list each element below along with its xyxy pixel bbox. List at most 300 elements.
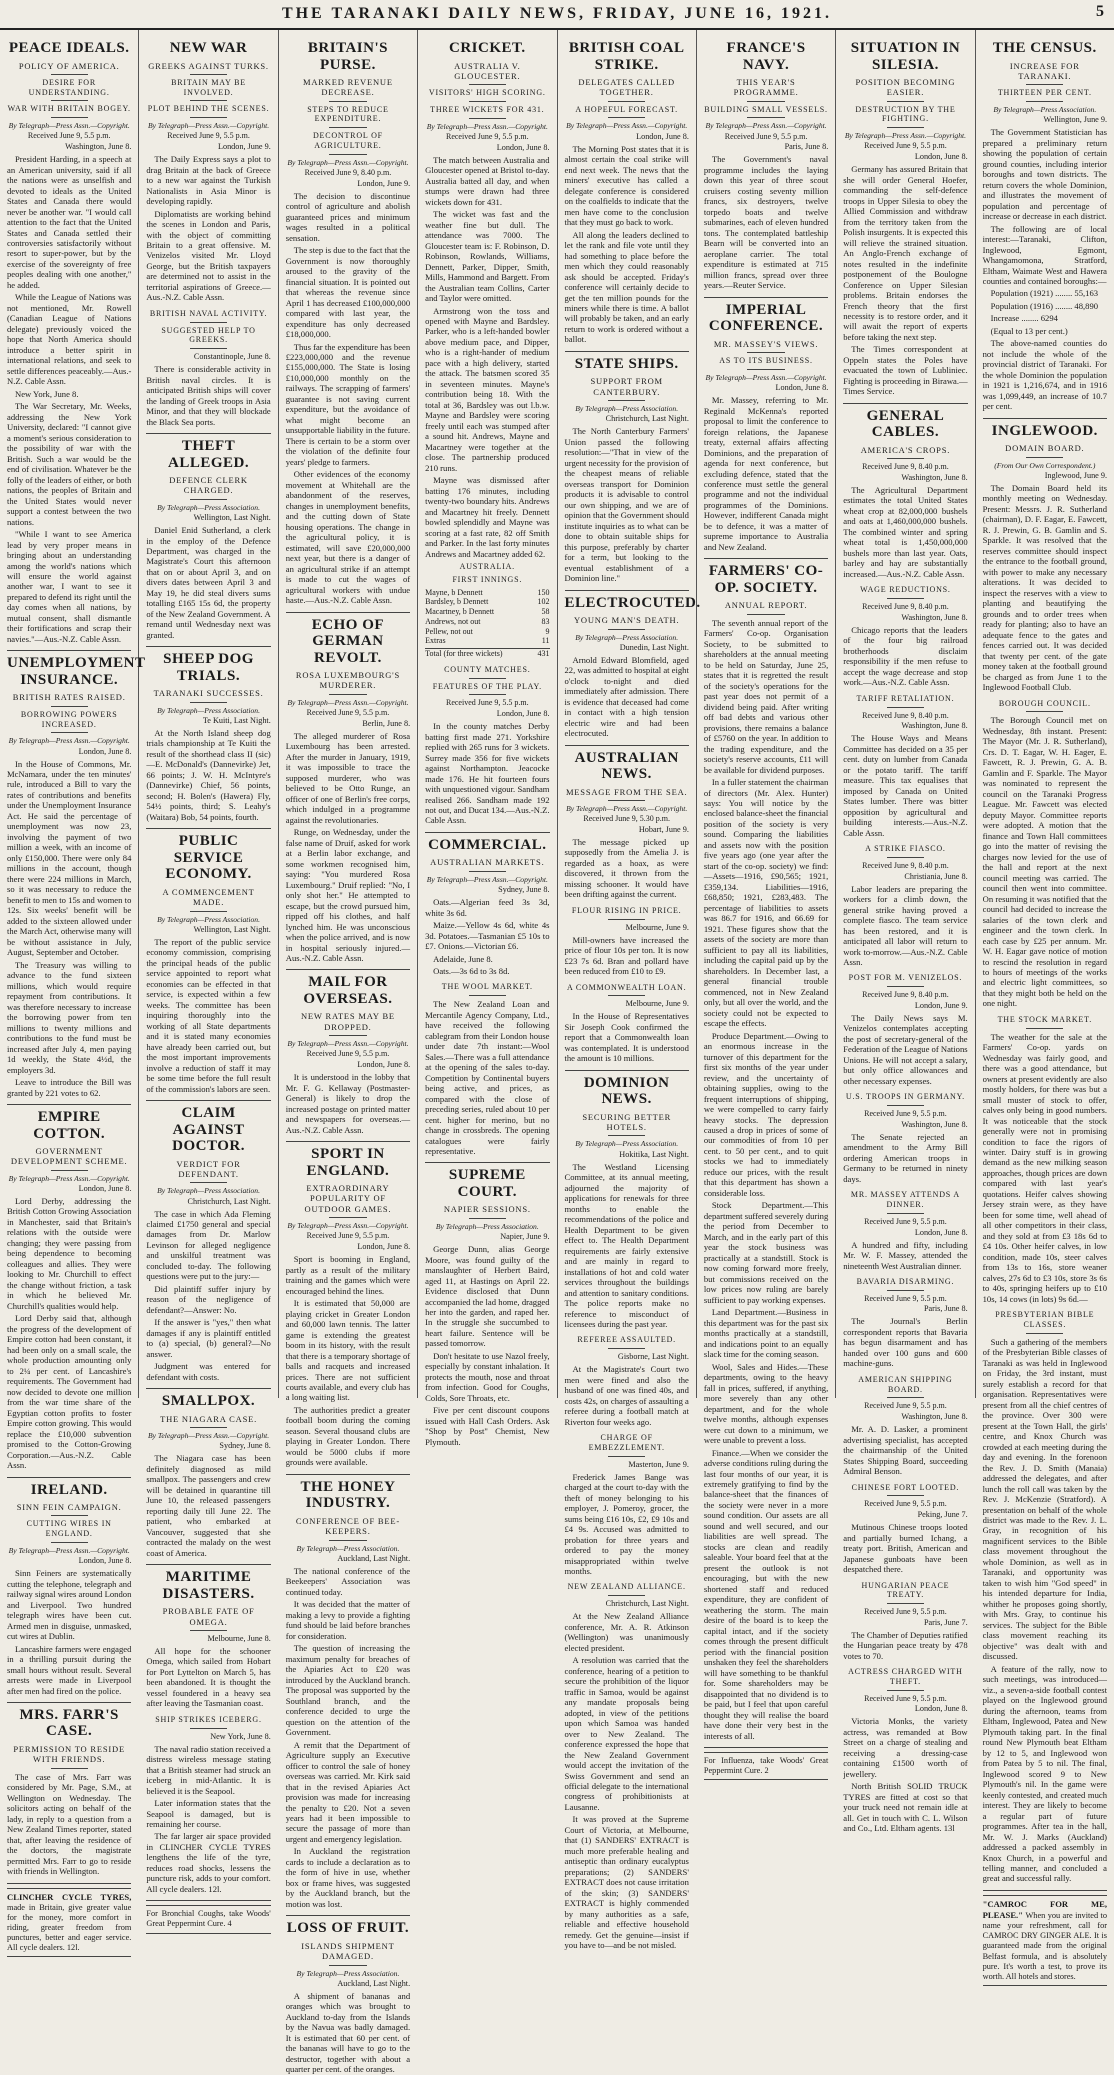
runs: 150: [537, 587, 550, 597]
paragraph: Armstrong won the toss and opened with Mayne and Bardsley. Parker, who is a left-handed bowler above medium pace, and Dipper, who is a right-hander of medium pace with a high delivery, started the attack. The batsmen scored 35 in seventeen minutes. Mayne's contribution being 18. With the total at 36, Bardsley was out l.b.w. Mayne and Bardsley were scoring freely until each was stumped after a sound hit. Andrews, Mayne and Macartney were together at the close. The partnership produced 210 runs.: [425, 305, 550, 473]
paragraph: Such a gathering of the members of the Presbyterian Bible classes of Taranaki as was held in Inglewood on Friday, the 3rd instant, must surely establish a record for that organisation. Representatives were present from all the chief centres of the province. Over 300 were present at the Town Hall, the girls' centre, and Knox Church was crowded at each meeting during the day and evening. In the forenoon the Rev. J. D. Smith (Manaia) addressed the delegates, and after lunch the roll call was taken by the Rev. J. McKenzie (Stratford). A presentation on behalf of the whole district was made to the Rev. J. L. Gray, in recognition of his magnificent services to the Bible class movement throughout the whole Dominion, as well as in Taranaki, and opportunity was taken to wish him "God speed" in his intended departure for India, whither he proposes going shortly, with Mrs. Gray, to continue his services. The subject for the Bible class movement reaching its objective" was dealt with and discussed.: [982, 1336, 1107, 1662]
article-body: [7, 1772, 131, 1877]
page-number: 5: [1096, 3, 1104, 20]
article: [843, 694, 967, 838]
dateline: Paris, June 7.: [923, 1617, 968, 1627]
paragraph: The New Zealand Loan and Mercantile Agency Company, Ltd., have received the following cablegram from their London house under date 7th instant:—Wool Sales.—There was a full attendance at the opening of the sales to-day. Competition by Continental buyers being active, and prices, as compared with the close of preceding series, ruled about 10 per cent. higher for merino, but no change in crossbreds. The opening catalogues were fairly representative.: [425, 999, 550, 1156]
paragraph: The Borough Council met on Wednesday, 8th instant. Present: The Mayor (Mr. J. R. Sutherland), Crs. D. T. Eagar, W. H. Eager, E. Fawcett, R. J. Prewin, G. A. B. Gamlin and F. Sparkle. The Mayor was nominated to represent the council on the Taranaki Progress League. Mr. Fawcett was elected deputy Mayor. Committee reports were adopted. A motion that the finance and Town Hall committees go into the matter of revising the charges now levied for the use of the hall and report at the next council meeting was carried. The council then went into committee. On resuming it was notified that the council had decided to increase the salaries of the town clerk and engineer and the town clerk. In each case by £25 per annum. Mr. W. H. Eagar gave notice of motion to rescind the resolution in regard to hours of meetings of the works and electric light committees, so that they might both be held on the one night.: [982, 715, 1107, 1009]
wire-credit: By Telegraph—Press Assn.—Copyright.: [566, 804, 688, 813]
paragraph: Finance.—When we consider the adverse conditions ruling during the last four months of our year, it is extremely gratifying to find by the balance-sheet that the finances of the society were never in a more sound condition. Our assets are all sound and well secured, and our liabilities are well spread. The stocks are clean and readily saleable. Your board feel that at the present the outlook is not encouraging, but with the new shortened staff and reduced expenditure, they are confident of weathering the storm. The main desire of the board is to keep the capital intact, and if the society comes through the present difficult period with the financial position unshaken they feel the shareholders will have something to be thankful for. Some shareholders may be disappointed that no dividend is to be paid, but I feel that upon careful thought they will realise the board have done their very best in the interests of all.: [703, 1447, 829, 1741]
paragraph: Arnold Edward Blomfield, aged 22, was admitted to hospital at eight o'clock to-night and died immediately after admission. There is evidence that deceased had come in contact with a high tension electric wire and had been electrocuted.: [564, 654, 689, 739]
subheading-rule: [329, 694, 366, 695]
article-rule: [286, 1915, 410, 1916]
article: [564, 594, 701, 739]
article: [843, 585, 967, 687]
dateline: Christchurch, Last Night.: [187, 1196, 271, 1206]
dateline: Gisborne, Last Night.: [617, 1352, 689, 1362]
score-row: [425, 627, 549, 637]
received-line: Received June 9, 5.5 p.m.: [27, 131, 111, 141]
paragraph: Don't hesitate to use Nazol freely, especially by constant inhalation. It protects the mouth, nose and throat from infection. Good for Coughs, Colds, Sore Throats, etc.: [425, 1350, 550, 1403]
subheading: INCREASE FOR TARANAKI.: [1009, 60, 1080, 81]
paragraph: The Government Statistician has prepared a preliminary return showing the population of certain ground counties, including interior boroughs and town districts. The return covers the whole Dominion, and illustrates the movement of population and percentage of increase or decrease in each district.: [982, 127, 1107, 222]
paragraph: Leave to introduce the Bill was granted by 221 votes to 62.: [7, 1077, 132, 1098]
advertisement: [704, 1752, 828, 1780]
received-line: Received June 9, 5.5 p.m.: [445, 131, 529, 141]
batsman: Bardsley, b Dennett: [425, 597, 489, 607]
subheading: CUTTING WIRES IN ENGLAND.: [26, 1519, 112, 1539]
article: [983, 423, 1107, 693]
batsman: Macartney, b Dennett: [425, 607, 495, 617]
subheading-rule: [747, 101, 784, 102]
dateline: London, June 8.: [357, 1242, 411, 1252]
paragraph: The Chamber of Deputies ratified the Hungarian peace treaty by 478 votes to 70.: [843, 1629, 968, 1661]
subheading: ANNUAL REPORT.: [724, 600, 808, 611]
subheading-rule: [190, 1427, 227, 1428]
paragraph: Five per cent discount coupons issued with Hall Cash Orders. Ask "Shop by Post" Chemist, New Plymouth.: [425, 1405, 550, 1447]
paragraph: The Government's naval programme includes the laying down this year of three scout cruisers costing seventy million francs, six destroyers, twelve torpedo boats and twelve submarines, each of eleven hundred tons. The contemplated battleship Bearn will be converted into an aeroplane carrier. The total expenditure is estimated at 715 million francs, spread over three years.—Reuter Service.: [703, 154, 829, 291]
paragraph: North British SOLID TRUCK TYRES are fitted at cost so that your truck need not remain idle at all. Get in touch with C. L. Wilson and Co., Ltd. Eltham agents. 13l: [843, 1781, 968, 1834]
subheading-rule: [887, 1603, 924, 1604]
subheading-rule: [887, 1105, 924, 1106]
article-rule: [7, 1883, 131, 1884]
subheading: SUPPORT FROM CANTERBURY.: [590, 376, 663, 397]
article-body: [425, 1244, 549, 1447]
subheading: THREE WICKETS FOR 431.: [430, 104, 545, 114]
column-4: [418, 30, 557, 1447]
subheading: MESSAGE FROM THE SEA.: [565, 786, 688, 797]
article: [146, 1715, 270, 1895]
article-body: [843, 1240, 967, 1271]
dateline: London, June 8.: [914, 1227, 968, 1237]
dateline: Constantinople, June 8.: [193, 352, 271, 362]
article-body: [146, 1744, 270, 1895]
subheading: BUILDING SMALL VESSELS.: [704, 104, 828, 114]
paragraph: Germany has assured Britain that she will order General Hoefer, commanding the self-defence troops in Upper Silesia to obey the Allied Commission and withdraw from the territory taken from the Polish insurgents. It is expected this will relieve the strained situation. An Anglo-French exchange of notes resulted in the indefinite postponement of the Boulogne Conference on Upper Silesian problems. Britain endorses the French theory that the first necessity is to restore order, and it will await the report of experts before taking the next step.: [843, 164, 968, 342]
article: [146, 833, 270, 1094]
paragraph: The Domain Board held its monthly meeting on Wednesday. Present: Messrs. J. R. Sutherland (chairman), D. F. Eagar, E. Fawcett, R. J. Prewin, G. B. Gamlin and S. Sparkle. It was resolved that the reserves committee should inspect the entrance to the football ground, with power to make any necessary alterations. It was decided to inspect the reserves with a view to planting and beautifying the grounds and to order trees when ready for planting; also to have an adequate fence to the gates and fences carried out. It was decided that twenty per cent. of the gate money taken at the football ground be charged as from June 1 to the Inglewood Football Club.: [982, 482, 1107, 693]
subheading-rule: [469, 995, 506, 996]
paragraph: A hundred and fifty, including Mr. W. F. Massey, attended the nineteenth West Australian dinner.: [843, 1239, 968, 1271]
paragraph: Sinn Feiners are systematically cutting the telephone, telegraph and railway signal wires around London and Liverpool. Two hundred telegraph wires have been cut. Armed men in disguise, unmasked, cut wires at Dublin.: [7, 1568, 132, 1642]
wire-credit: By Telegraph—Press Association.: [296, 1968, 400, 1978]
advertisement: [983, 1895, 1107, 1986]
received-line: Received June 9, 8.40 p.m.: [862, 860, 949, 870]
article-rule: [7, 1702, 131, 1703]
paragraph: At the New Zealand Alliance conference, Mr. A. R. Atkinson (Wellington) was unanimously elected president.: [564, 1611, 689, 1653]
article: [704, 40, 828, 291]
subheading: THE NIAGARA CASE.: [160, 1413, 258, 1424]
subheading: WAGE REDUCTIONS.: [860, 585, 951, 595]
received-line: Received June 9, 5.5 p.m.: [864, 1293, 947, 1303]
paragraph: Maize.—Yellow 4s 6d, white 4s 3d. Potatoes.—Tasmanian £5 10s to £7. Onions.—Victorian £6.: [425, 920, 550, 952]
headline: AUSTRALIAN NEWS.: [574, 749, 679, 783]
score-total: [425, 648, 549, 659]
subheading-rule: [51, 1768, 88, 1769]
paragraph: The match between Australia and Gloucester opened at Bristol to-day. Australia batted all day, and when stumps were drawn had three wickets down for 431.: [425, 154, 550, 207]
paragraph: The national conference of the Beekeepers' Association was continued today.: [285, 1565, 411, 1597]
subheading: SINN FEIN CAMPAIGN.: [16, 1502, 122, 1513]
paragraph: The naval radio station received a distress wireless message stating that a British steamer had struck an iceberg in mid-Atlantic. It is believed it is the Seapool.: [146, 1743, 271, 1796]
article-body: [843, 884, 967, 968]
advertisement: [7, 1888, 131, 1958]
subheading: PRESBYTERIAN BIBLE CLASSES.: [995, 1310, 1095, 1330]
subheading-rule: [469, 1218, 506, 1219]
article-body: [425, 897, 549, 976]
subheading-rule: [51, 1170, 88, 1171]
article: [983, 1015, 1107, 1304]
article-body: [843, 625, 967, 688]
paragraph: At the North Island sheep dog trials championship at Te Kuiti the result of the shorthead class II (sic)—E. McDonald's (Dannevirke) Jet, 66 points; J. W. H. McIntyre's (Dannevirke) Chief, 56 points, second; H. Bolen's (Hawera) Fly, 54½ points, third; S. Leahy's (Waitara) Bob, 54 points, fourth.: [146, 727, 271, 822]
article-rule: [7, 1477, 131, 1478]
headline: THE HONEY INDUSTRY.: [300, 1478, 396, 1512]
subheading: THIS YEAR'S PROGRAMME.: [733, 77, 799, 98]
masthead-title: THE TARANAKI DAILY NEWS, FRIDAY, JUNE 16, 1921.: [281, 5, 833, 22]
article: [843, 1667, 967, 1834]
article: [843, 1277, 967, 1369]
received-line: Received June 9, 5.5 p.m.: [306, 1049, 390, 1059]
ad-box: [146, 1905, 270, 1933]
paragraph: Victoria Monks, the variety actress, was remanded at Bow Street on a charge of stealing and receiving a dressing-case containing £1500 worth of jewellery.: [843, 1716, 968, 1779]
article-rule: [704, 1747, 828, 1748]
paragraph: Other evidences of the economy movement at Whitehall are the abandonment of the reserves, changes in unemployment benefits, and the cutting down of State housing operations. The change in the agricultural policy, it is estimated, will save £20,000,000 next year, but there is a danger of an agricultural strike if an attempt is made to cut the wages of agricultural workers with undue haste.—Aus.-N.Z. Cable Assn.: [285, 469, 411, 606]
article-rule: [425, 832, 549, 833]
article: [425, 665, 549, 826]
dateline: Washington, June 8.: [901, 472, 968, 482]
received-line: Received June 9, 5.5 p.m.: [306, 1231, 390, 1241]
paragraph: The authorities predict a greater football boom during the coming season. Several thousand clubs are playing in Greater London. There would be 5000 clubs if more grounds were available.: [285, 1404, 411, 1468]
subheading: SECURING BETTER HOTELS.: [582, 1111, 672, 1133]
article-body: [983, 483, 1107, 693]
article-rule: [286, 1141, 410, 1142]
headline: FARMERS' CO-OP. SOCIETY.: [708, 563, 824, 596]
subheading: DESTRUCTION BY THE FIGHTING.: [855, 104, 956, 124]
article-body: [146, 364, 270, 427]
article-rule: [146, 433, 270, 434]
article-body: [704, 618, 828, 1741]
article: [146, 309, 270, 427]
wire-credit: By Telegraph—Press Association.: [157, 705, 260, 715]
subheading: POLICY OF AMERICA.: [18, 60, 120, 71]
article-rule: [7, 650, 131, 651]
headline: ELECTROCUTED.: [564, 594, 701, 611]
paragraph: A resolution was carried that the conference, hearing of a petition to secure the prohibition of the liquor traffic in Samoa, would be against any mandate proposals being adopted, in view of the petitions upon which Samoa was handed over to New Zealand. The conference expressed the hope that the New Zealand Government would accept the invitation of the Swiss Government and send an official delegate to the international congress of prohibitionists at Lausanne.: [564, 1655, 689, 1812]
headline: BRITISH COAL STRIKE.: [568, 40, 685, 73]
subheading: BAVARIA DISARMING.: [856, 1276, 955, 1286]
article-body: [843, 164, 967, 397]
wire-credit: (From Our Own Correspondent.): [994, 460, 1096, 470]
article: [565, 1433, 689, 1576]
article-body: [425, 999, 549, 1156]
paragraph: In the House of Commons, Mr. McNamara, under the ten minutes' rule, introduced a Bill to vary the rates of contributions and benefits under the Unemployment Insurance Act. He said the percentage of unemployment was now 23, involving the payment of two million a week, with an income of only £150,000. There were only 84 millions in the account, though there were 224 millions in March, so it was necessary to reduce the benefit to men to 15s and women to 12s. Six weeks' benefit will be added to the sixteen allowed under the March Act, otherwise many will be without assistance in July, August, September and October.: [7, 758, 132, 958]
subheading-rule: [190, 117, 227, 118]
ad-text: For Bronchial Coughs, take Woods' Great Peppermint Cure. 4: [146, 1909, 271, 1929]
article: [7, 1707, 131, 1877]
article-rule: [146, 828, 270, 829]
dateline: Masterton, June 9.: [628, 1459, 689, 1469]
article-body: [565, 426, 689, 583]
subheading: FLOUR RISING IN PRICE.: [571, 905, 682, 915]
headline: IRELAND.: [30, 1481, 108, 1498]
article-body: [843, 485, 967, 579]
headline: UNEMPLOYMENT INSURANCE.: [7, 655, 146, 688]
subheading-rule: [329, 1217, 366, 1218]
subheading: THE WOOL MARKET.: [441, 982, 533, 992]
headline: MAIL FOR OVERSEAS.: [303, 974, 393, 1007]
subheading: VISITORS' HIGH SCORING.: [428, 88, 546, 98]
paragraph: Later information states that the Seapool is damaged, but is remaining her course.: [146, 1798, 271, 1829]
wire-credit: By Telegraph—Press Assn.—Copyright.: [8, 736, 130, 746]
dateline: London, June 8.: [496, 709, 550, 719]
paragraph: The Daily News says M. Venizelos contemplates accepting the post of secretary-general of the Federation of the League of Nations Unions. He will not accept a salary, but only office allowances and other necessary expenses.: [843, 1012, 968, 1086]
subheading-rule: [469, 84, 506, 85]
dateline: Christchurch, Last Night.: [605, 414, 689, 424]
ad-box: [983, 1895, 1107, 1986]
subheading-rule: [608, 919, 645, 920]
wire-credit: By Telegraph—Press Association.: [157, 914, 260, 924]
article-rule: [704, 558, 828, 559]
article-body: [704, 395, 828, 552]
subheading-rule: [887, 101, 924, 102]
subheading-rule: [608, 1135, 645, 1136]
article-rule: [983, 1890, 1107, 1891]
dateline: London, June 8.: [78, 1556, 132, 1566]
article-rule: [843, 403, 967, 404]
article: [425, 982, 549, 1156]
subheading-rule: [469, 694, 506, 695]
subheading-rule: [608, 400, 645, 401]
advertisement: [146, 1905, 270, 1933]
article: [843, 973, 967, 1086]
received-line: Received June 9, 8.40 p.m.: [862, 462, 949, 472]
subheading-rule: [190, 100, 227, 101]
wire-credit: By Telegraph—Press Association.: [575, 404, 679, 414]
runs: 83: [541, 616, 550, 626]
article-body: [146, 154, 270, 303]
subheading-rule: [190, 322, 227, 323]
subheading-rule: [747, 117, 784, 118]
paragraph: Daniel Enid Sutherland, a clerk in the employ of the Defence Department, was charged in the Magistrate's Court this afternoon that on or about April 3, and on divers dates between April 3 and May 19, he did steal divers sums totalling £165 15s 6d, the property of the New Zealand Government. A remand until Wednesday next was granted.: [146, 525, 271, 640]
paragraph: Mr. A. D. Lasker, a prominent advertising specialist, has accepted the chairmanship of the United States Shipping Board, succeeding Admiral Benson.: [843, 1424, 968, 1477]
subheading-rule: [887, 1213, 924, 1214]
dateline: Washington, June 8.: [901, 612, 968, 622]
paragraph: Runge, on Wednesday, under the false name of Druif, asked for work at a Berlin labor exchange, and some workmen recognised him, saying: "You murdered Rosa Luxembourg." Druif replied: "No, I only shot her." He attempted to escape, but the crowd pursued him, ripped off his clothes, and half lynched him. He was unconscious when the police arrived, and is now in hospital seriously injured.—Aus.-N.Z. Cable Assn.: [285, 827, 411, 963]
received-line: Received June 9, 5.5 p.m.: [864, 1693, 947, 1703]
paragraph: The Westland Licensing Committee, at its annual meeting, adjourned the majority of applications for renewals for three months to enable the recommendations of the police and Health Department to be given effect to. The Health Department requirements are fairly extensive and are mainly in regard to installations of hot and cold water services throughout the buildings and attention to sanitary conditions. The police reports make no reference to misconduct of licensees during the past year.: [564, 1161, 689, 1329]
article-body: [565, 1364, 689, 1427]
article: [704, 302, 828, 553]
paragraph: The alleged murderer of Rosa Luxembourg has been arrested. After the murder in January, 1919, it was impossible to trace the supposed murderer, who was believed to be Otto Runge, an officer of one of Berlin's free corps, which indulged in a programme against the revolutionaries.: [285, 730, 411, 825]
subheading: SHIP STRIKES ICEBERG.: [155, 1714, 262, 1724]
article-body: [286, 1991, 410, 2075]
wire-credit: By Telegraph—Press Assn.—Copyright.: [147, 1431, 270, 1441]
article-rule: [286, 969, 410, 970]
subheading: AS TO ITS BUSINESS.: [719, 356, 813, 366]
received-line: Received June 9, 8.40 p.m.: [862, 990, 949, 1000]
wire-credit: By Telegraph—Press Assn.—Copyright.: [8, 1545, 130, 1555]
subheading-rule: [190, 348, 227, 349]
subheading-rule: [469, 118, 506, 119]
subheading: BRITISH NAVAL ACTIVITY.: [149, 308, 268, 318]
headline: LOSS OF FRUIT.: [286, 1920, 410, 1937]
subheading: CHINESE FORT LOOTED.: [851, 1482, 960, 1492]
received-line: Received June 9, 5.5 p.m.: [864, 1216, 947, 1226]
subheading: U.S. TROOPS IN GERMANY.: [845, 1092, 965, 1102]
article-rule: [286, 1474, 410, 1475]
subheading-rule: [608, 101, 645, 102]
article-body: [146, 728, 270, 822]
article: [7, 40, 131, 644]
subheading-rule: [887, 1690, 924, 1691]
paragraph: There is considerable activity in British naval circles. It is anticipated British ships will cover the landing of Greek troops in Asia Minor, and that they will blockade the Black Sea ports.: [146, 364, 271, 427]
subheading: SUGGESTED HELP TO GREEKS.: [161, 325, 256, 345]
wire-credit: By Telegraph—Press Assn.—Copyright.: [287, 157, 409, 167]
article: [843, 40, 967, 397]
headline: STATE SHIPS.: [574, 355, 679, 372]
subheading-rule: [329, 154, 366, 155]
article: [843, 1581, 967, 1662]
headline: PUBLIC SERVICE ECONOMY.: [165, 833, 252, 883]
masthead: [0, 0, 1114, 30]
dateline: Sydney, June 8.: [219, 1441, 271, 1451]
paragraph: George Dunn, alias George Moore, was found guilty of the manslaughter of Herbert Baird, aged 11, at Hastings on April 22. Evidence disclosed that Dunn accompanied the lad home, dragged her into the garden, and raped her. In the struggle she succumbed to heart failure. Sentence will be passed tomorrow.: [425, 1244, 550, 1349]
subheading: CHARGE OF EMBEZZLEMENT.: [588, 1433, 665, 1452]
subheading: DELEGATES CALLED TOGETHER.: [578, 77, 675, 98]
paragraph: The North Canterbury Farmers' Union passed the following resolution:—"That in view of the urgent necessity for the provision of the cheapest means of reliable overseas transport for Dominion products it is advisable to control our own shipping, and we are of opinion that the Government should institute inquiries as to what can be done to obtain suitable ships for this purpose, preferably by charter for a term, but looking to the eventual establishment of a Dominion line.": [564, 426, 689, 584]
wire-credit: By Telegraph—Press Association.: [993, 104, 1097, 114]
total-label: Total (for three wickets): [425, 649, 503, 659]
column-7: [836, 30, 975, 1834]
subheading-rule: [608, 1595, 645, 1596]
dateline: Peking, June 7.: [917, 1510, 968, 1520]
paragraph: The report of the public service economy commission, comprising the principal heads of the public service appointed to report what economies can be effected in that service, is expected within a few weeks. The committee has been inquiring thoroughly into the working of all State departments and it is stated many economies have already been carried out, but the most important improvements involve a reduction of staff it may be some time before the full result of the commission's labors are seen.: [146, 936, 271, 1094]
headline: SITUATION IN SILESIA.: [850, 40, 961, 73]
received-line: Received June 9, 5.30 p.m.: [583, 814, 671, 824]
subheading: MR. MASSEY ATTENDS A DINNER.: [850, 1190, 960, 1210]
received-line: Received June 9, 5.5 p.m.: [864, 141, 947, 151]
paragraph: All hope for the schooner Omega, which sailed from Hobart for Port Lyttelton on March 5, has been abandoned. It is thought the vessel foundered in a heavy sea after leaving the Tasmanian coast.: [146, 1645, 271, 1709]
paragraph: The following are of local interest:—Taranaki, Clifton, Inglewood, Egmont, Whangamomona, Stratford, Eltham, Waimate West and Hawera counties and contained boroughs:—: [982, 223, 1107, 286]
dateline: Inglewood, June 9.: [1044, 470, 1107, 480]
article: [565, 1335, 689, 1427]
dateline: London, June 9.: [217, 142, 271, 152]
article-body: [565, 1162, 689, 1330]
headline: MARITIME DISASTERS.: [162, 1569, 255, 1602]
wire-credit: By Telegraph—Press Association.: [575, 632, 679, 642]
headline: THEFT ALLEGED.: [168, 438, 250, 471]
subheading-rule: [608, 117, 645, 118]
dateline: London, June 8.: [775, 383, 829, 393]
article-body: [146, 937, 270, 1094]
article-body: [843, 1630, 967, 1661]
subheading-rule: [887, 458, 924, 459]
paragraph: It is understood in the lobby that Mr. F. G. Kellaway (Postmaster-General) is likely to drop the increased postage on printed matter and newspapers for overseas.—Aus.-N.Z. Cable Assn.: [285, 1072, 411, 1135]
paragraph: Stock Department.—This department suffered severely during the period from December to March, and in the early part of this year the stock business was practically at a standstill. Stock is now coming forward more freely, but commissions received on the low prices now ruling are barely sufficient to pay working expenses.: [703, 1200, 829, 1305]
subheading-rule: [190, 499, 227, 500]
wire-credit: By Telegraph—Press Assn.—Copyright.: [844, 131, 967, 141]
article: [983, 699, 1107, 1009]
subheading: CONFERENCE OF BEE-KEEPERS.: [295, 1515, 400, 1537]
article: [7, 655, 146, 1098]
subheading: WAR WITH BRITAIN BOGEY.: [7, 104, 131, 114]
subheading-rule: [469, 678, 506, 679]
subheading: POST FOR M. VENIZELOS.: [848, 973, 963, 983]
paragraph: The question of increasing the maximum penalty for breaches of the Apiaries Act to £20 was introduced by the Auckland branch. The proposal was supported by the Southland branch, and the conference decided to urge the question on the attention of the Government.: [285, 1643, 411, 1738]
subheading-rule: [469, 871, 506, 872]
article: [843, 1375, 967, 1477]
subheading: THIRTEEN PER CENT.: [997, 88, 1092, 98]
article-body: [843, 1716, 967, 1833]
subheading: VERDICT FOR DEFENDANT.: [176, 1158, 241, 1179]
article-body: [146, 1209, 270, 1383]
article-body: [286, 1254, 410, 1468]
headline: EMPIRE COTTON.: [33, 1109, 106, 1142]
article: [286, 974, 410, 1135]
subheading: ACTRESS CHARGED WITH THEFT.: [848, 1667, 963, 1686]
dateline: Napier, June 9.: [500, 1232, 550, 1242]
headline: THE CENSUS.: [992, 40, 1097, 56]
paragraph: Wool, Sales and Hides.—These departments, owing to the heavy fall in prices, suffered, if anything, more severely than any other department, and for the whole twelve months, although expenses were cut down to a minimum, we were unable to prevent a loss.: [703, 1361, 829, 1446]
paragraph: The Daily Express says a plot to drag Britain at the back of Greece to a new war against the Turkish Nationalists in Asia Minor is developing rapidly.: [146, 154, 271, 207]
dateline: Paris, June 8.: [923, 1304, 968, 1314]
article: [843, 408, 967, 579]
ad-heading: CLINCHER CYCLE TYRES,: [7, 1891, 132, 1902]
batsman: Pellew, not out: [425, 626, 473, 636]
headline: BRITAIN'S PURSE.: [307, 40, 388, 73]
paragraph: The Morning Post states that it is almost certain the coal strike will end next week. The news that the miners' executive has called a delegate conference is considered on the coalfields to indicate that the men have come to the conclusion that they must go back to work.: [564, 143, 689, 228]
article: [286, 1479, 410, 1909]
paragraph: Mr. Massey, referring to Mr. Reginald McKenna's reported proposal to limit the conference to foreign relations, the Japanese treaty, external affairs affecting Dominions, and the preparation of agenda for next conference, but excluding defence, stated that the conference must settle the general programme and not the individual programmes of the Dominions. However, indifferent Canada might be to defence, it was a matter of supreme importance to Australia and New Zealand.: [703, 395, 829, 552]
article-body: [286, 1072, 410, 1135]
headline: SHEEP DOG TRIALS.: [163, 651, 254, 684]
column-8: [976, 30, 1114, 1981]
subheading: BRITAIN MAY BE INVOLVED.: [171, 77, 246, 97]
paragraph: Mayne was dismissed after batting 176 minutes, including twenty-two boundary hits. Andrews and Macartney hit freely. Dennett bowled splendidly and Mayne was scoring at a fast rate, 82 off Smith and Parker. In the last forty minutes Andrews and Macartney added 62.: [425, 475, 550, 559]
article-rule: [146, 1900, 270, 1901]
dateline: Hobart, June 9.: [638, 825, 689, 834]
subheading-rule: [747, 369, 784, 370]
received-line: Received June 9, 5.5 p.m.: [167, 131, 250, 141]
article-rule: [146, 1100, 270, 1101]
subheading: THE STOCK MARKET.: [997, 1014, 1093, 1024]
ad-text: When you are invited to name your refreshment, call for CAMROC DRY GINGER ALE. It is guaranteed made from the original Belfast formula, and is absolutely pure. It's worth a test, to prove its worth. All hotels and stores.: [982, 1911, 1107, 1981]
paragraph: Population (1921) ........ 55,163: [990, 288, 1099, 299]
batsman: Mayne, b Dennett: [425, 587, 483, 597]
paragraph: Judgment was entered for defendant with costs.: [146, 1361, 271, 1382]
ad-text: made in Britain, give greater value for the money, more comfort in riding, greater freedom from punctures, better and eager service. All cycle dealers. 12l.: [7, 1902, 132, 1953]
paragraph: Population (1916) ........ 48,890: [990, 300, 1099, 311]
article: [146, 40, 270, 303]
paragraph: Land Department.—Business in this department was for the past six months practically at a standstill, and indications point to an equally slack time for the coming season.: [703, 1307, 829, 1360]
wire-credit: By Telegraph—Press Association.: [157, 502, 260, 512]
columns: [0, 30, 1114, 2075]
paragraph: The case in which Ada Fleming claimed £1750 general and special damages from Dr. Marlow Levinson for alleged negligence and unskilful treatment was concluded to-day. The following questions were put to the jury:—: [146, 1208, 271, 1282]
article-body: [843, 1424, 967, 1476]
article-body: [425, 721, 549, 826]
paragraph: In the county matches Derby batting first made 271. Yorkshire replied with 265 runs for 3 wickets. Surrey made 356 for five wickets against Northampton. Jeacocke made 176. He hit fourteen fours with unquestioned vigour. Sandham realised 266. Sandham made 192 not out, and Ducat 134.—Aus.-N.Z. Cable Assn.: [425, 721, 550, 826]
dateline: London, June 8.: [636, 131, 689, 141]
subheading: DESIRE FOR UNDERSTANDING.: [28, 77, 110, 97]
dateline: London, June 9.: [357, 178, 411, 188]
paragraph: A remit that the Department of Agriculture supply an Executive officer to control the sale of honey overseas was carried. Mr. Kirk said that in the revised Apiaries Act provision was made for increasing the penalty to £20. Not a seven years had it been impossible to secure the passage of more than urgent and emergency legislation.: [285, 1739, 411, 1844]
subheading: REFEREE ASSAULTED.: [577, 1335, 676, 1345]
subheading-rule: [190, 702, 227, 703]
dateline: London, June 8.: [78, 746, 132, 756]
subheading-rule: [608, 800, 645, 801]
dateline: Auckland, Last Night.: [337, 1553, 411, 1563]
dateline: London, June 8.: [78, 1183, 132, 1193]
subheading-rule: [329, 1035, 366, 1036]
runs: 9: [545, 626, 550, 636]
